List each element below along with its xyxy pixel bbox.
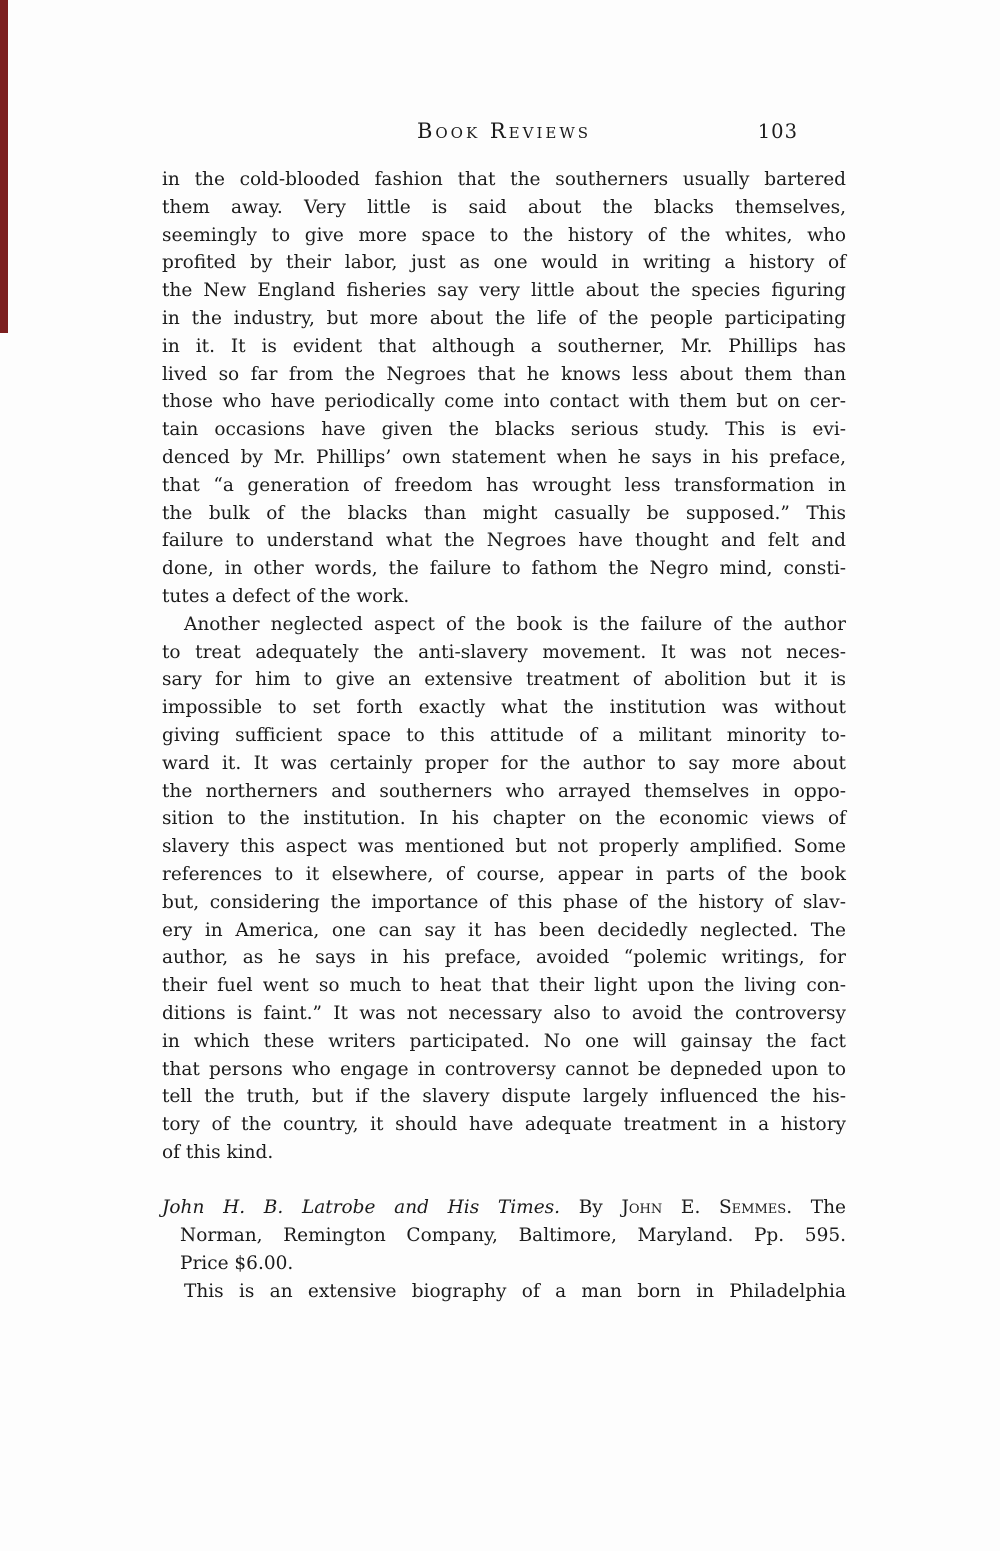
text-line: that persons who engage in controversy cannot be depneded upon to: [162, 1058, 846, 1080]
text-line: slavery this aspect was mentioned but not properly amplified. Some: [162, 836, 846, 858]
text-line: [162, 1250, 846, 1278]
text-segment: John E. Semmes.: [621, 1197, 793, 1219]
running-head: [162, 119, 846, 143]
text-line: tell the truth, but if the slavery dispute largely influenced the his-: [162, 1086, 846, 1108]
text-line: ward it. It was certainly proper for the author to say more about: [162, 752, 846, 774]
text-segment: John H. B. Latrobe and His Times.: [162, 1197, 561, 1219]
text-line: sition to the institution. In his chapter on the economic views of: [162, 808, 846, 830]
text-line: in the industry, but more about the life of the people participating: [162, 307, 846, 329]
text-line: ery in America, one can say it has been decidedly neglected. The: [162, 919, 846, 941]
paragraph-antislavery-critique: [162, 611, 846, 1167]
text-line: the bulk of the blacks than might casually be supposed.” This: [162, 502, 846, 524]
text-segment: Price $6.00.: [180, 1253, 294, 1275]
text-line: tory of the country, it should have adequate treatment in a history: [162, 1114, 846, 1136]
text-line: denced by Mr. Phillips’ own statement when he says in his preface,: [162, 446, 846, 468]
text-line: sary for him to give an extensive treatment of abolition but it is: [162, 669, 846, 691]
text-line: of this kind.: [162, 1141, 274, 1163]
text-line: Another neglected aspect of the book is the failure of the author: [184, 613, 846, 635]
scan-edge-artifact: [0, 0, 8, 333]
text-line: in which these writers participated. No one will gainsay the fact: [162, 1030, 846, 1052]
book-citation: [162, 1194, 846, 1277]
text-line: tain occasions have given the blacks serious study. This is evi-: [162, 419, 846, 441]
text-line: lived so far from the Negroes that he knows less about them than: [162, 363, 846, 385]
text-block: [162, 166, 846, 1306]
text-line: seemingly to give more space to the history of the whites, who: [162, 224, 846, 246]
text-line: [162, 1194, 846, 1222]
text-line: that “a generation of freedom has wrought less transformation in: [162, 474, 846, 496]
text-line: them away. Very little is said about the blacks themselves,: [162, 196, 846, 218]
page-number: 103: [757, 120, 798, 143]
text-segment: The: [792, 1197, 846, 1219]
text-segment: By: [560, 1197, 622, 1219]
text-line: the northerners and southerners who arrayed themselves in oppo-: [162, 780, 846, 802]
paragraph-review-continuation: [162, 166, 846, 611]
text-line: done, in other words, the failure to fathom the Negro mind, consti-: [162, 558, 846, 580]
text-line: impossible to set forth exactly what the institution was without: [162, 697, 846, 719]
text-segment: Norman, Remington Company, Baltimore, Maryland. Pp. 595.: [180, 1225, 846, 1247]
text-line: failure to understand what the Negroes have thought and felt and: [162, 530, 846, 552]
text-line: references to it elsewhere, of course, appear in parts of the book: [162, 863, 846, 885]
text-line: This is an extensive biography of a man born in Philadelphia: [184, 1280, 846, 1302]
text-line: ditions is faint.” It was not necessary also to avoid the controversy: [162, 1002, 846, 1024]
text-line: tutes a defect of the work.: [162, 585, 410, 607]
running-head-title: Book Reviews: [416, 119, 592, 143]
text-line: in the cold-blooded fashion that the southerners usually bartered: [162, 169, 846, 190]
text-line: giving sufficient space to this attitude of a militant minority to-: [162, 724, 846, 746]
text-line: but, considering the importance of this phase of the history of slav-: [162, 891, 846, 913]
paragraph-biography-intro: [162, 1278, 846, 1306]
text-line: author, as he says in his preface, avoided “polemic writings, for: [162, 947, 846, 969]
text-line: the New England fisheries say very little about the species figuring: [162, 280, 846, 302]
text-line: those who have periodically come into contact with them but on cer-: [162, 391, 846, 413]
text-line: to treat adequately the anti-slavery movement. It was not neces-: [162, 641, 846, 663]
text-line: their fuel went so much to heat that their light upon the living con-: [162, 975, 846, 997]
text-line: profited by their labor, just as one would in writing a history of: [162, 252, 846, 274]
text-line: in it. It is evident that although a southerner, Mr. Phillips has: [162, 335, 846, 357]
text-line: [162, 1222, 846, 1250]
